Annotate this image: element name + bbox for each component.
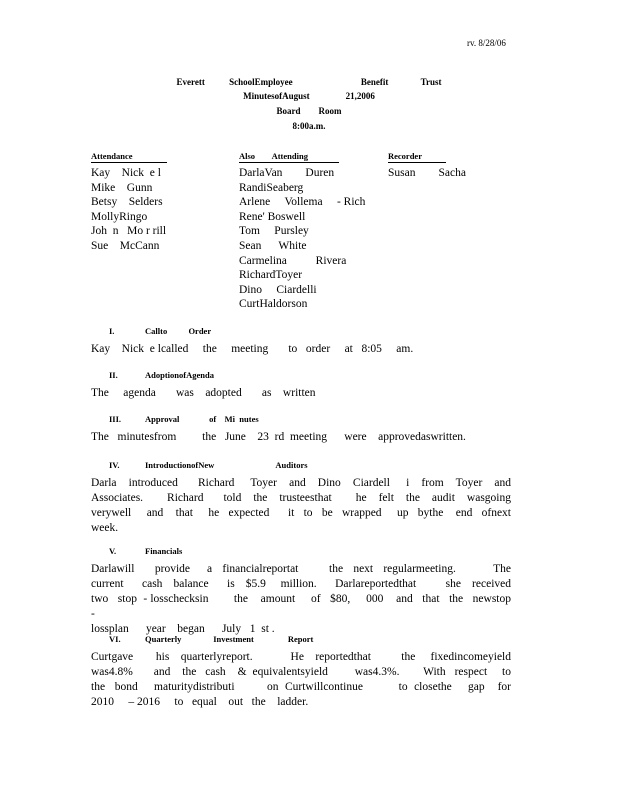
section-heading <box>109 326 511 336</box>
body-line: Associates. Richard told the trusteesthat he felt the audit wasgoing <box>91 492 511 504</box>
also-attending-name: Dino Ciardelli <box>239 283 317 296</box>
also-attending-name: CurtHaldorson <box>239 298 308 311</box>
section-number: II. <box>109 370 118 380</box>
title-word: Trust <box>420 77 442 87</box>
attendee-name: Kay Nick e l <box>91 167 161 179</box>
minutes-section <box>91 370 511 401</box>
body-line: 2010 – 2016 to equal out the ladder. <box>91 696 309 708</box>
body-line: two stop - losschecksin the amount of $80, 000 and that the newstop - <box>91 593 526 620</box>
section-title: AdoptionofAgenda <box>145 370 214 380</box>
minutes-section <box>91 634 511 710</box>
recorder-heading: Recorder <box>388 151 446 163</box>
also-attending-name: Tom Pursley <box>239 225 309 238</box>
attendee-name: Mike Gunn <box>91 181 153 194</box>
section-title: IntroductionofNew Auditors <box>145 460 308 470</box>
section-number: IV. <box>109 460 120 470</box>
minutes-section <box>91 460 511 536</box>
also-attending-name: Carmelina Rivera <box>239 254 347 267</box>
also-attending-name: DarlaVan Duren <box>239 167 335 179</box>
title-org <box>0 77 618 87</box>
body-line: The minutesfrom the June 23 rd meeting were approvedaswritten. <box>91 431 466 443</box>
also-attending-name: RichardToyer <box>239 269 303 282</box>
recorder-column <box>388 150 466 181</box>
section-body <box>91 342 511 357</box>
body-line: lossplan year began July 1 st . <box>91 623 275 635</box>
section-body <box>91 430 511 445</box>
section-heading <box>109 634 511 644</box>
body-line: Curtgave his quarterlyreport. He reportedthat the fixedincomeyield <box>91 651 511 663</box>
body-line: was4.8% and the cash & equivalentsyield was4.3%. With respect to <box>91 666 511 678</box>
title-date: MinutesofAugust 21,2006 <box>243 91 375 101</box>
body-line: the bond maturitydistributi on Curtwillcontinue to closethe gap for <box>91 681 511 693</box>
body-line: The agenda was adopted as written <box>91 387 316 399</box>
title-word: SchoolEmployee <box>229 77 293 87</box>
minutes-section <box>91 546 526 637</box>
section-title: Financials <box>145 546 183 556</box>
section-number: I. <box>109 326 115 336</box>
title-location: Board Room <box>276 106 342 116</box>
also-attending-name: Rene' Boswell <box>239 210 306 223</box>
revision-date: rv. 8/28/06 <box>467 38 506 48</box>
section-title: Quarterly Investment Report <box>145 634 314 644</box>
section-heading <box>109 546 511 556</box>
also-attending-heading: Also Attending <box>239 151 339 163</box>
title-word: Everett <box>176 77 205 87</box>
body-line: verywell and that he expected it to be wrapped up bythe end ofnext <box>91 507 511 519</box>
body-line: Kay Nick e lcalled the meeting to order at 8:05 am. <box>91 343 414 355</box>
section-number: III. <box>109 414 122 424</box>
section-number: VI. <box>109 634 121 644</box>
body-line: Darla introduced Richard Toyer and Dino Ciardell i from Toyer and <box>91 477 511 489</box>
title-word: Benefit <box>360 77 389 87</box>
attendee-name: Joh n Mo r rill <box>91 225 167 238</box>
also-attending-column <box>239 150 365 312</box>
attendance-heading: Attendance <box>91 151 167 163</box>
section-body <box>91 476 511 536</box>
section-body <box>91 650 511 710</box>
body-line: week. <box>91 522 119 534</box>
section-heading <box>109 460 511 470</box>
body-line: current cash balance is $5.9 million. Darlareportedthat she received <box>91 578 511 590</box>
section-heading <box>109 370 511 380</box>
attendee-name: MollyRingo <box>91 210 148 223</box>
section-title: Approval of Mi nutes <box>145 414 259 424</box>
recorder-name: Susan Sacha <box>388 167 466 179</box>
section-title: Callto Order <box>145 326 212 336</box>
minutes-section <box>91 326 511 357</box>
body-line: Darlawill provide a financialreportat the next regularmeeting. The <box>91 563 511 575</box>
attendee-name: Betsy Selders <box>91 196 163 209</box>
minutes-section <box>91 414 511 445</box>
section-number: V. <box>109 546 117 556</box>
section-heading <box>109 414 511 424</box>
section-body <box>91 386 511 401</box>
attendance-column <box>91 150 167 254</box>
also-attending-name: Sean White <box>239 239 307 252</box>
title-time: 8:00a.m. <box>292 121 326 131</box>
section-body <box>91 562 526 637</box>
also-attending-name: Arlene Vollema - Rich <box>239 196 366 209</box>
also-attending-name: RandiSeaberg <box>239 181 304 194</box>
attendee-name: Sue McCann <box>91 239 160 252</box>
